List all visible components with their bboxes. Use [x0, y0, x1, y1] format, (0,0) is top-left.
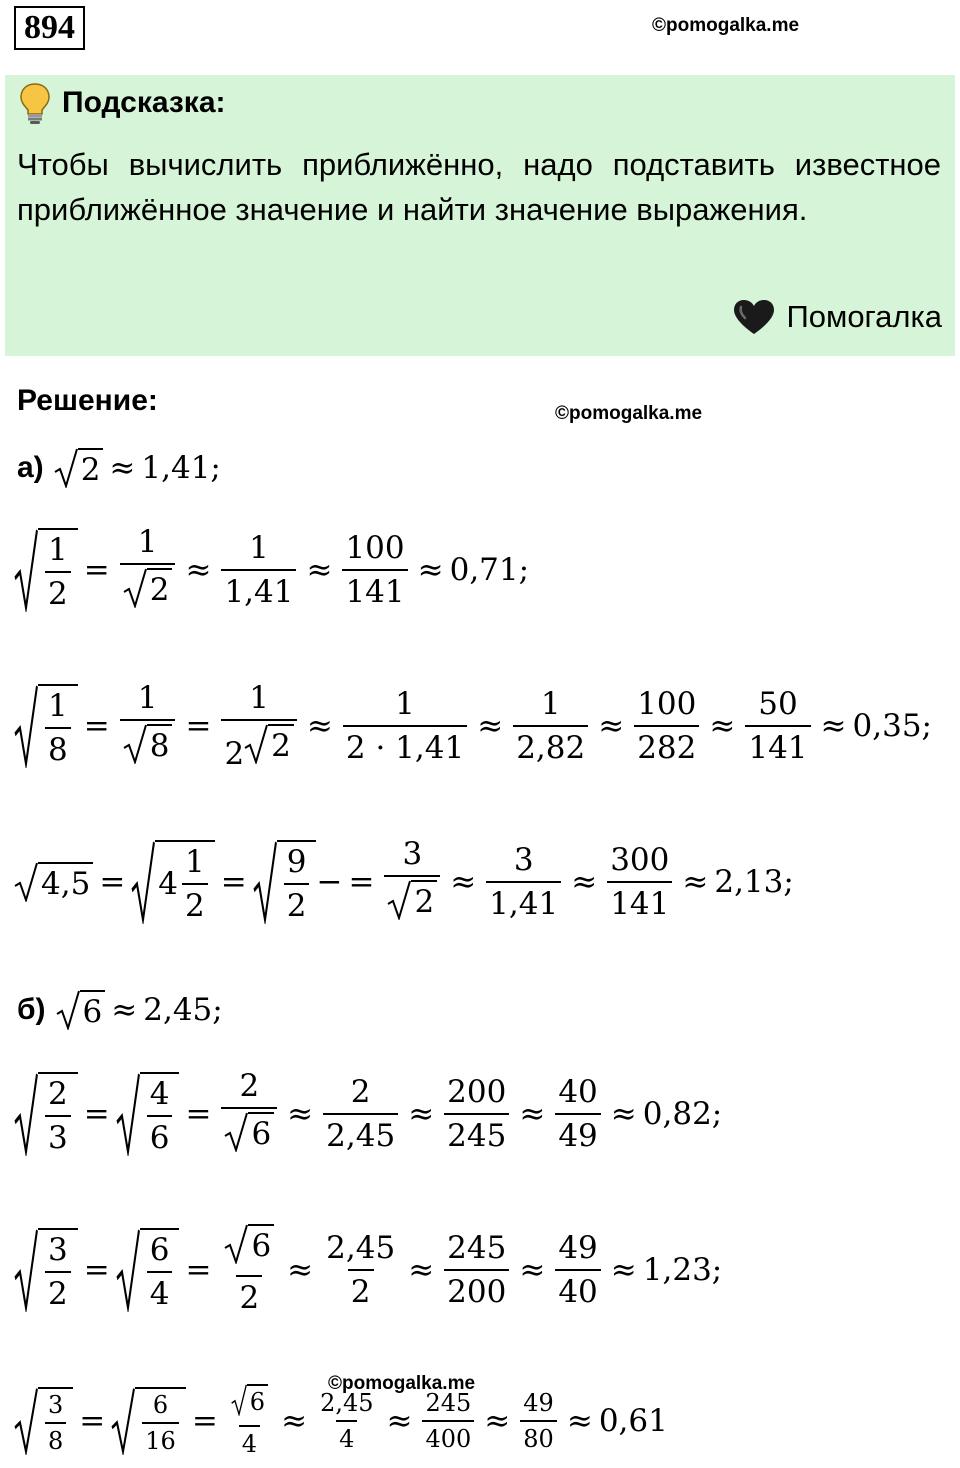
math-token: =	[99, 864, 126, 900]
math-token: 3	[402, 836, 423, 872]
math-token: ≈	[709, 708, 736, 744]
hint-text: Чтобы вычислить приближённо, надо подставить известное приближённое значение и найти значение выражения.	[17, 147, 941, 227]
math-token: 49	[558, 1230, 598, 1266]
part-a-given	[17, 448, 221, 488]
math-token: 2	[411, 880, 437, 920]
math-token: 2,45	[323, 1113, 398, 1154]
radical	[116, 1228, 180, 1312]
math-token: ≈	[185, 552, 212, 588]
math-token: 1	[137, 524, 158, 560]
brand	[732, 298, 942, 336]
sqrt-sign-icon	[56, 990, 80, 1030]
fraction	[741, 686, 814, 766]
radical	[131, 840, 214, 924]
fraction	[418, 1389, 478, 1453]
fraction	[41, 1076, 75, 1156]
math-token: 100	[637, 686, 697, 722]
math-token: 2	[348, 1269, 374, 1310]
fraction	[224, 1384, 275, 1458]
math-token: 6	[80, 990, 106, 1030]
math-token: 2,45	[320, 1389, 374, 1417]
sqrt-sign-icon	[131, 840, 155, 924]
math-token: 1	[249, 530, 269, 566]
math-token: 6	[248, 1224, 274, 1264]
math-token: 8	[147, 724, 173, 764]
fraction	[143, 1076, 177, 1156]
fraction	[41, 532, 75, 612]
part-b-row-1	[14, 1068, 722, 1160]
math-token: 245	[447, 1230, 507, 1266]
radical	[224, 1224, 274, 1264]
math-token: 1,41	[486, 881, 561, 922]
math-token: 2	[236, 1275, 262, 1316]
sqrt-sign-icon	[387, 880, 411, 920]
radical	[14, 528, 78, 612]
math-token: 245	[425, 1389, 472, 1417]
math-token: 6	[247, 1384, 268, 1416]
math-token: =	[191, 1403, 218, 1439]
fraction	[41, 1232, 75, 1312]
fraction	[551, 1074, 604, 1154]
math-token: ≈	[386, 1403, 413, 1439]
math-token: 0,71;	[449, 552, 530, 588]
math-token: ≈	[571, 864, 598, 900]
math-token: 2	[224, 736, 245, 772]
lightbulb-icon	[18, 82, 52, 126]
part-b-label: б)	[17, 993, 46, 1026]
sqrt-sign-icon	[14, 1072, 38, 1156]
fraction	[178, 844, 212, 924]
math-token: ≈	[306, 708, 333, 744]
math-token: 4	[336, 1420, 357, 1453]
radical	[253, 840, 317, 924]
hint-title: Подсказка:	[62, 86, 226, 119]
math-token: 2,13;	[714, 864, 794, 900]
sqrt-sign-icon	[14, 528, 38, 612]
math-token: ≈	[519, 1252, 546, 1288]
math-token: 9	[286, 844, 307, 880]
math-token: 2	[78, 448, 104, 488]
sqrt-sign-icon	[123, 724, 147, 764]
fraction	[516, 1389, 561, 1453]
radical	[123, 568, 173, 608]
sqrt-sign-icon	[111, 1387, 135, 1455]
part-a-label: а)	[17, 451, 44, 484]
sqrt-sign-icon	[253, 840, 277, 924]
math-token: 2	[45, 571, 71, 612]
fraction	[313, 1389, 380, 1453]
sqrt-sign-icon	[116, 1228, 140, 1312]
sqrt-sign-icon	[231, 1384, 247, 1416]
math-token: 1	[395, 686, 415, 722]
math-token: ≈	[610, 1252, 637, 1288]
math-token: 1	[137, 680, 158, 716]
math-token: 1	[48, 532, 68, 568]
fraction	[319, 1230, 402, 1310]
fraction	[339, 686, 471, 766]
sqrt-sign-icon	[224, 1112, 248, 1152]
part-a-row-1	[14, 524, 529, 616]
math-token: 4	[147, 1271, 173, 1312]
math-token: 2	[147, 568, 173, 608]
math-token: 1,41;	[141, 450, 221, 486]
math-token: 6	[147, 1115, 173, 1156]
math-token: 6	[149, 1232, 170, 1268]
math-token: ≈	[598, 708, 625, 744]
radical	[123, 724, 173, 764]
fraction	[217, 530, 300, 610]
radical	[244, 724, 294, 764]
math-token: 6	[248, 1112, 274, 1152]
math-token: 2	[268, 724, 294, 764]
fraction	[603, 842, 676, 922]
math-token: 40	[555, 1269, 600, 1310]
sqrt-sign-icon	[224, 1224, 248, 1264]
fraction	[116, 524, 180, 616]
math-token: 2	[182, 883, 208, 924]
math-token: 200	[447, 1074, 507, 1110]
part-b-row-2	[14, 1224, 722, 1316]
math-token: =	[83, 1252, 110, 1288]
fraction	[41, 688, 75, 768]
fraction	[440, 1230, 513, 1310]
math-token: 3	[45, 1115, 71, 1156]
math-token: 0,35;	[852, 708, 932, 744]
math-token: ≈	[484, 1403, 511, 1439]
math-token: 4	[158, 866, 179, 902]
math-token: =	[185, 1252, 212, 1288]
math-token: 40	[558, 1074, 598, 1110]
radical	[14, 1387, 73, 1455]
math-token: 200	[444, 1269, 509, 1310]
math-token: 1	[48, 688, 68, 724]
math-token: =	[348, 864, 375, 900]
math-token: 400	[422, 1420, 474, 1453]
math-token: 3	[48, 1391, 64, 1419]
math-token: ≈	[408, 1252, 435, 1288]
fraction	[482, 842, 565, 922]
math-token: 50	[758, 686, 798, 722]
math-token: 4,5	[38, 862, 93, 902]
radical	[54, 448, 104, 488]
fraction	[116, 680, 180, 772]
math-token: −	[316, 864, 343, 900]
math-token: 2	[48, 1076, 68, 1112]
math-token: ≈	[408, 1096, 435, 1132]
part-b-given	[17, 990, 223, 1030]
fraction	[509, 686, 592, 766]
radical	[14, 1228, 78, 1312]
sqrt-sign-icon	[123, 568, 147, 608]
fraction	[217, 1068, 281, 1160]
math-token: ≈	[610, 1096, 637, 1132]
math-token: 2	[45, 1271, 71, 1312]
part-a-row-2	[14, 680, 932, 772]
math-token: ≈	[109, 450, 136, 486]
sqrt-sign-icon	[14, 684, 38, 768]
fraction	[440, 1074, 513, 1154]
radical	[116, 1072, 180, 1156]
radical	[14, 862, 93, 902]
math-token: =	[185, 1096, 212, 1132]
sqrt-sign-icon	[116, 1072, 140, 1156]
math-token: ≈	[287, 1096, 314, 1132]
math-token: 2,82	[513, 725, 588, 766]
math-token: 141	[745, 725, 810, 766]
math-token: 8	[45, 1422, 66, 1455]
heart-icon	[732, 298, 776, 336]
fraction	[143, 1232, 177, 1312]
math-token: ≈	[306, 552, 333, 588]
fraction	[280, 844, 314, 924]
math-token: 3	[513, 842, 534, 878]
math-token: ≈	[566, 1403, 593, 1439]
fraction	[380, 836, 444, 928]
math-token: =	[79, 1403, 106, 1439]
fraction	[138, 1391, 183, 1455]
math-token: ≈	[820, 708, 847, 744]
math-token: 3	[48, 1232, 68, 1268]
math-token: 1,41	[221, 569, 296, 610]
math-token: =	[83, 1096, 110, 1132]
math-token: 1	[249, 680, 270, 716]
math-token: 4	[149, 1076, 170, 1112]
math-token: 282	[634, 725, 699, 766]
fraction	[41, 1391, 70, 1455]
watermark-middle: ©pomogalka.me	[555, 403, 703, 424]
math-token: 2	[239, 1068, 260, 1104]
radical	[56, 990, 106, 1030]
sqrt-sign-icon	[14, 1387, 38, 1455]
math-token: 300	[610, 842, 670, 878]
radical	[387, 880, 437, 920]
watermark-top: ©pomogalka.me	[652, 15, 800, 36]
fraction	[217, 1224, 281, 1316]
math-token: 1	[185, 844, 205, 880]
sqrt-sign-icon	[14, 1228, 38, 1312]
part-a-row-3	[14, 836, 794, 928]
math-token: 80	[520, 1420, 557, 1453]
radical	[111, 1387, 186, 1455]
math-token: 141	[342, 569, 407, 610]
math-token: ≈	[519, 1096, 546, 1132]
fraction	[551, 1230, 604, 1310]
math-token: 49	[523, 1389, 554, 1417]
math-token: 2,45;	[143, 992, 223, 1028]
math-token: 4	[239, 1425, 260, 1458]
math-token: 2	[284, 883, 310, 924]
math-token: 49	[555, 1113, 600, 1154]
math-token: =	[83, 552, 110, 588]
math-token: ≈	[281, 1403, 308, 1439]
math-token: 2	[350, 1074, 371, 1110]
math-token: 1	[540, 686, 561, 722]
math-token: =	[185, 708, 212, 744]
sqrt-sign-icon	[14, 862, 38, 902]
fraction	[319, 1074, 402, 1154]
problem-number: 894	[14, 6, 85, 50]
math-token: 0,61	[598, 1403, 668, 1439]
math-token: ≈	[111, 992, 138, 1028]
math-token: ≈	[417, 552, 444, 588]
math-token: ≈	[287, 1252, 314, 1288]
radical	[14, 1072, 78, 1156]
watermark-bottom: ©pomogalka.me	[328, 1373, 476, 1394]
brand-name: Помогалка	[786, 299, 942, 334]
math-token: 2,45	[326, 1230, 396, 1266]
math-token: 6	[152, 1391, 169, 1419]
math-token: 8	[45, 727, 71, 768]
math-token: 141	[607, 881, 672, 922]
radical	[231, 1384, 268, 1416]
radical	[224, 1112, 274, 1152]
math-token: =	[220, 864, 247, 900]
fraction	[338, 530, 411, 610]
math-token: 245	[444, 1113, 509, 1154]
math-token: 16	[142, 1422, 179, 1455]
part-b-row-3	[14, 1384, 668, 1458]
math-token: 0,82;	[642, 1096, 723, 1132]
math-token: =	[83, 708, 110, 744]
math-token: ≈	[450, 864, 477, 900]
math-token: ≈	[682, 864, 709, 900]
sqrt-sign-icon	[244, 724, 268, 764]
sqrt-sign-icon	[54, 448, 78, 488]
radical	[14, 684, 78, 768]
math-token: 1,23;	[642, 1252, 723, 1288]
math-token: 100	[345, 530, 405, 566]
fraction	[630, 686, 703, 766]
math-token: 2 · 1,41	[343, 725, 467, 766]
math-token: ≈	[477, 708, 504, 744]
fraction	[217, 680, 300, 772]
solution-title: Решение:	[17, 384, 158, 417]
